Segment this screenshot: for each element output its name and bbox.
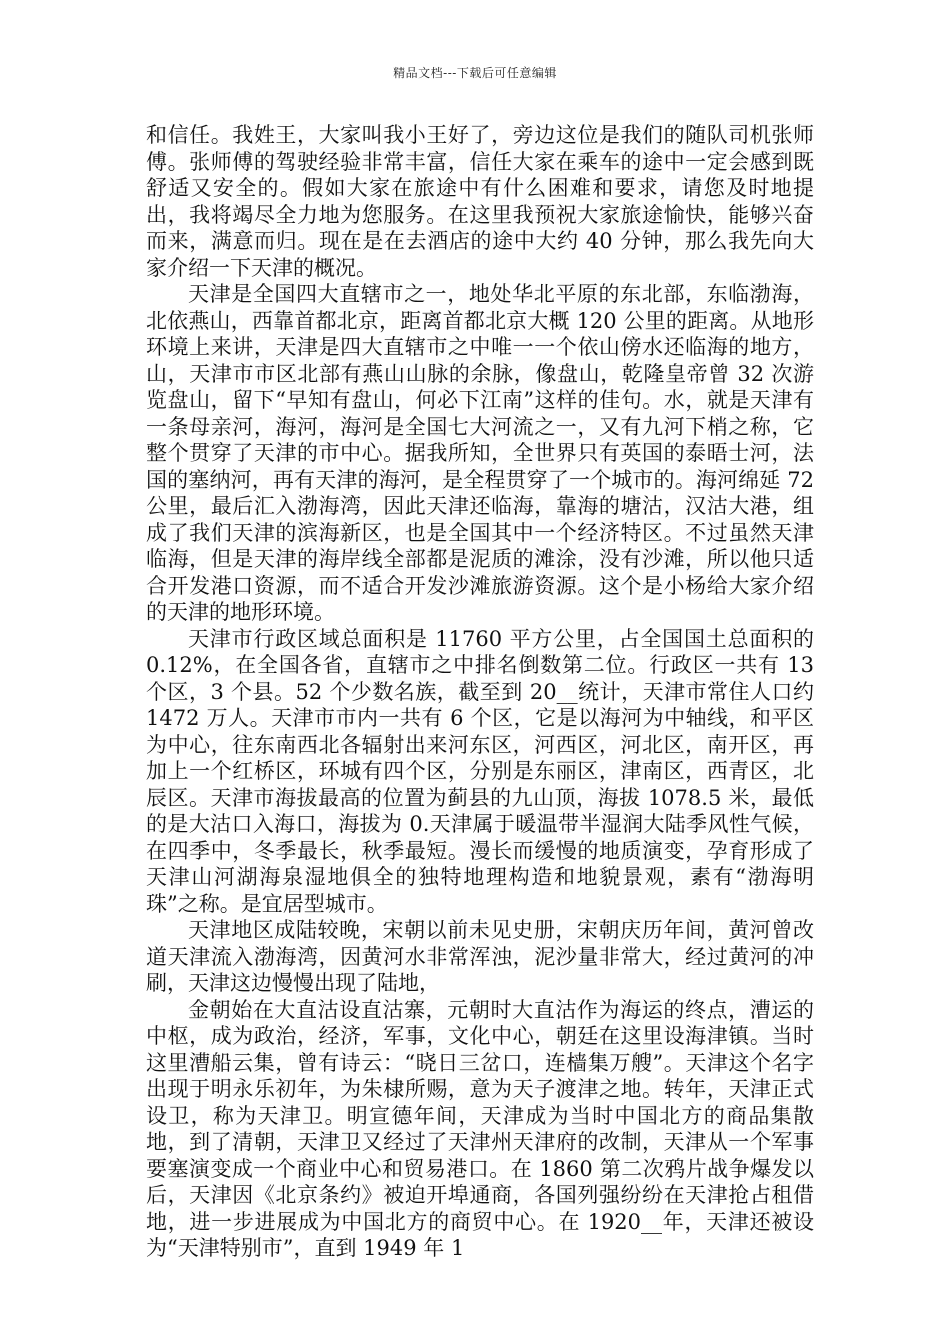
document-body — [146, 122, 814, 1262]
page-header: 精品文档---下载后可任意编辑 — [393, 66, 557, 80]
paragraph-administration: 天津市行政区域总面积是 11760 平方公里，占全国国土总面积的 0.12%，在全国各省，直辖市之中排名倒数第二位。行政区一共有 13 个区，3 个县。52 个少数名族，截至到 20__统计，天津市常住人口约 1472 万人。天津市市内一共有 6 个区，它是以海河为中轴线，和平区为中心，往东南西北各辐射出来河东区，河西区，河北区，南开区，再加上一个红桥区，环城有四个区，分别是东丽区，津南区，西青区，北辰区。天津市海拔最高的位置为蓟县的九山顶，海拔 1078.5 米，最低的是大沽口入海口，海拔为 0.天津属于暖温带半湿润大陆季风性气候，在四季中，冬季最长，秋季最短。漫长而缓慢的地质演变，孕育形成了天津山河湖海泉湿地俱全的独特地理构造和地貌景观，素有“渤海明珠”之称。是宜居型城市。 — [146, 626, 814, 916]
paragraph-intro: 和信任。我姓王，大家叫我小王好了，旁边这位是我们的随队司机张师傅。张师傅的驾驶经验非常丰富，信任大家在乘车的途中一定会感到既舒适又安全的。假如大家在旅途中有什么困难和要求，请您及时地提出，我将竭尽全力地为您服务。在这里我预祝大家旅途愉快，能够兴奋而来，满意而归。现在是在去酒店的途中大约 40 分钟，那么我先向大家介绍一下天津的概况。 — [146, 123, 814, 280]
paragraph-geography: 天津是全国四大直辖市之一，地处华北平原的东北部，东临渤海，北依燕山，西靠首都北京，距离首都北京大概 120 公里的距离。从地形环境上来讲，天津是四大直辖市之中唯一一个依山傍水还临海的地方，山，天津市市区北部有燕山山脉的余脉，像盘山，乾隆皇帝曾 32 次游览盘山，留下“早知有盘山，何必下江南”这样的佳句。水，就是天津有一条母亲河，海河，海河是全国七大河流之一，又有九河下梢之称，它整个贯穿了天津的市中心。据我所知，全世界只有英国的泰晤士河，法国的塞纳河，再有天津的海河，是全程贯穿了一个城市的。海河绵延 72 公里，最后汇入渤海湾，因此天津还临海，靠海的塘沽，汉沽大港，组成了我们天津的滨海新区，也是全国其中一个经济特区。不过虽然天津临海，但是天津的海岸线全部都是泥质的滩涂，没有沙滩，所以他只适合开发港口资源，而不适合开发沙滩旅游资源。这个是小杨给大家介绍的天津的地形环境。 — [146, 282, 814, 624]
paragraph-history-early: 天津地区成陆较晚，宋朝以前未见史册，宋朝庆历年间，黄河曾改道天津流入渤海湾，因黄河水非常浑浊，泥沙量非常大，经过黄河的冲刷，天津这边慢慢出现了陆地， — [146, 918, 814, 995]
paragraph-history-later: 金朝始在大直沽设直沽寨，元朝时大直沽作为海运的终点，漕运的中枢，成为政治，经济，军事，文化中心，朝廷在这里设海津镇。当时这里漕船云集，曾有诗云：“晓日三岔口，连樯集万艘”。天津这个名字出现于明永乐初年，为朱棣所赐，意为天子渡津之地。转年，天津正式设卫，称为天津卫。明宣德年间，天津成为当时中国北方的商品集散地，到了清朝，天津卫又经过了天津州天津府的改制，天津从一个军事要塞演变成一个商业中心和贸易港口。在 1860 第二次鸦片战争爆发以后，天津因《北京条约》被迫开埠通商，各国列强纷纷在天津抢占租借地，进一步进展成为中国北方的商贸中心。在 1920__年，天津还被设为“天津特别市”，直到 1949 年 1 — [146, 997, 814, 1260]
